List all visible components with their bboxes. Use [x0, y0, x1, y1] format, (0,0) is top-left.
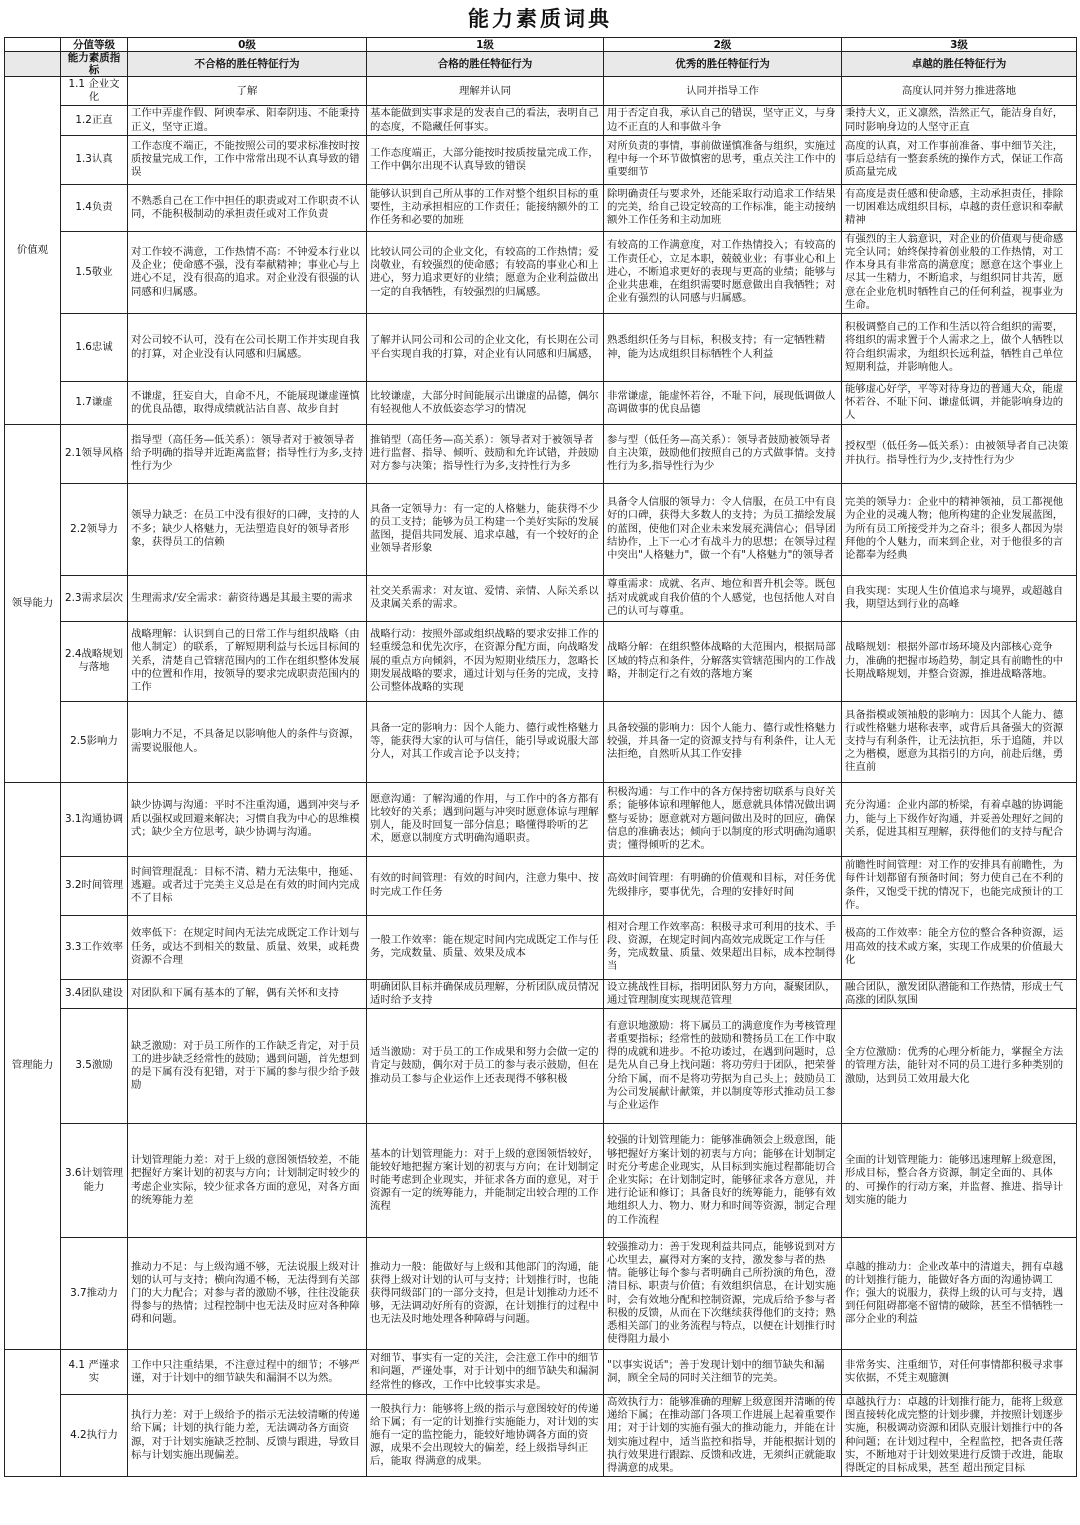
table-row	[5, 621, 1077, 701]
category-cell: 管理能力	[5, 782, 61, 1349]
level-2-cell: 积极沟通：与工作中的各方保持密切联系与良好关系；能够体谅和理解他人，愿意就具体情况做出调整与妥协；愿意就对方题问做出及时的回应，确保信息的准确表达；倾向于以制度的形式明确沟通职责；懂得倾听的艺术。	[604, 782, 842, 856]
indicator-cell: 3.2时间管理	[61, 856, 128, 915]
indicator-cell: 1.6忠诚	[61, 314, 128, 382]
level-0-cell: 效率低下：在规定时间内无法完成既定工作计划与任务，或达不到相关的数量、质量、效果，或耗费资源不合理	[128, 915, 367, 979]
level-0-cell: 影响力不足，不具备足以影响他人的条件与资源，需要说服他人。	[128, 701, 367, 782]
level-1-cell: 战略行动：按照外部或组织战略的要求安排工作的轻重缓急和优先次序，在资源分配方面，向战略发展的重点方向倾斜，不因为短期业绩压力，忽略长期发展战略的要求，通过计划与任务的完成，支持公司整体战略的实现	[367, 621, 604, 701]
header-corner	[5, 38, 61, 52]
level-3-cell: 积极调整自己的工作和生活以符合组织的需要，将组织的需求置于个人需求之上，做个人牺牲以符合组织需求，为组织长远利益，牺牲自己单位短期利益，并影响他人。	[842, 314, 1077, 382]
level-2-cell: 有意识地激励：将下属员工的满意度作为考核管理者重要指标；经常性的鼓励和赞扬员工在工作中取得的成就和进步。不抢功诿过，在遇到问题时，总是先从自己身上找问题：将功劳归于团队，把荣誉分给下属，而不是将功劳据为自己头上；鼓励员工为公司发展献计献策，并以制度等形式推动员工参与企业运作	[604, 1009, 842, 1124]
level-1-cell: 对细节、事实有一定的关注，会注意工作中的细节和问题，严谨处事，对于计划中的细节缺失和漏洞经常性的修改，工作中比较事实求是。	[367, 1350, 604, 1395]
level-3-cell: 全面的计划管理能力：能够迅速理解上级意图，形成目标，整合各方资源，制定全面的、具体的、可操作的行动方案，并监督、推进、指导计划实施的能力	[842, 1124, 1077, 1238]
competency-table	[4, 37, 1077, 1477]
level-2-cell: 熟悉组织任务与目标，积极支持；有一定牺牲精神，能为达成组织目标牺牲个人利益	[604, 314, 842, 382]
level-1-cell: 推动力一般：能做好与上级和其他部门的沟通，能获得上级对计划的认可与支持；计划推行时，也能获得同级部门的一部分支持，但是计划推动力还不够，无法调动好所有的资源，在计划推行的过程中也无法及时地处理各种障碍与问题。	[367, 1238, 604, 1350]
table-row	[5, 106, 1077, 135]
level-0-cell: 指导型（高任务—低关系）：领导者对于被领导者给予明确的指导并近距离监督；指导性行为多,支持性行为少	[128, 424, 367, 483]
header-row-level	[5, 38, 1077, 52]
indicator-cell: 1.3认真	[61, 135, 128, 184]
level-2-cell: 参与型（低任务—高关系）：领导者鼓励被领导者自主决策，鼓励他们按照自己的方式做事情。支持性行为多,指导性行为少	[604, 424, 842, 483]
indicator-cell: 2.1领导风格	[61, 424, 128, 483]
indicator-cell: 1.2正直	[61, 106, 128, 135]
header-level-0: 0级	[128, 38, 367, 52]
level-2-cell: 具备较强的影响力：因个人能力、德行或性格魅力较强，并具备一定的资源支持与有利条件，让人无法拒绝，自然听从其工作安排	[604, 701, 842, 782]
level-3-cell: 卓越的推动力：企业改革中的清道夫，拥有卓越的计划推行能力，能做好各方面的沟通协调工作；强大的说服力，获得上级的认可与支持，遇到任何阻碍都毫不留情的破除，甚至不惜牺牲一部分企业的利益	[842, 1238, 1077, 1350]
level-0-cell: 生理需求/安全需求：薪资待遇是其最主要的需求	[128, 575, 367, 621]
level-2-cell: 尊重需求：成就、名声、地位和晋升机会等。既包括对成就或自我价值的个人感觉，也包括他人对自己的认可与尊重。	[604, 575, 842, 621]
header-behavior-2: 优秀的胜任特征行为	[604, 52, 842, 77]
indicator-cell: 4.2执行力	[61, 1395, 128, 1477]
level-3-cell: 能够虚心好学，平等对待身边的普通大众，能虚怀若谷、不耻下问、谦虚低调，并能影响身边的人	[842, 382, 1077, 425]
level-2-cell: 用于否定自我，承认自己的错误，坚守正义，与身边不正直的人和事做斗争	[604, 106, 842, 135]
level-3-cell: 战略规划：根据外部市场环境及内部核心竞争力，准确的把握市场趋势，制定具有前瞻性的中长期战略规划，并整合资源，推进战略落地。	[842, 621, 1077, 701]
level-3-cell: 授权型（低任务—低关系）：由被领导者自己决策并执行。指导性行为少,支持性行为少	[842, 424, 1077, 483]
table-row	[5, 1350, 1077, 1395]
table-row	[5, 314, 1077, 382]
table-row	[5, 979, 1077, 1008]
indicator-cell: 2.2领导力	[61, 483, 128, 575]
level-3-cell: 有高度是责任感和使命感，主动承担责任，排除一切困难达成组织目标，卓越的责任意识和奉献精神	[842, 184, 1077, 231]
table-row	[5, 1124, 1077, 1238]
category-cell: 价值观	[5, 77, 61, 425]
indicator-cell: 4.1 严谨求实	[61, 1350, 128, 1395]
level-1-cell: 具备一定领导力：有一定的人格魅力，能获得不少的员工支持；能够为员工构建一个美好实际的发展蓝图，提倡共同发展、追求卓越，有一个较好的企业领导者形象	[367, 483, 604, 575]
level-2-cell: 认同并指导工作	[604, 77, 842, 106]
level-1-cell: 比较认同公司的企业文化，有较高的工作热情；爱岗敬业，有较强烈的使命感；有较高的事业心和上进心，努力追求更好的业绩；愿意为企业利益做出一定的自我牺牲，有较强烈的归属感。	[367, 231, 604, 313]
level-0-cell: 缺少协调与沟通：平时不注重沟通，遇到冲突与矛盾以强权或回避来解决；习惯自我为中心的思维模式；缺少全方位思考，缺少协调与沟通。	[128, 782, 367, 856]
level-2-cell: 较强推动力：善于发现利益共同点，能够说到对方心坎里去，赢得对方案的支持，激发参与者的热情。能够让每个参与者明确自己所扮演的角色，澄清目标、职责与价值；有效组织信息，在计划实施时，会有效地分配和控制资源，完成后给予参与者积极的反馈，从而在下次继续获得他们的支持；熟悉相关部门的业务流程与特点，以便在计划推行时使得阻力最小	[604, 1238, 842, 1350]
table-row	[5, 424, 1077, 483]
header-level-label: 分值等级	[61, 38, 128, 52]
level-1-cell: 比较谦虚，大部分时间能展示出谦虚的品德，偶尔有轻视他人不放低姿态学习的情况	[367, 382, 604, 425]
level-2-cell: 相对合理工作效率高：积极寻求可利用的技术、手段、资源，在规定时间内高效完成既定工作与任务，完成数量、质量、效果超出目标，成本控制得当	[604, 915, 842, 979]
level-0-cell: 领导力缺乏：在员工中没有很好的口碑，支持的人不多；缺少人格魅力，无法塑造良好的领导者形象，获得员工的信赖	[128, 483, 367, 575]
level-3-cell: 自我实现：实现人生价值追求与境界，或超越自我，期望达到行业的高峰	[842, 575, 1077, 621]
level-0-cell: 工作中弄虚作假、阿谀奉承、阳奉阴违、不能秉持正义，坚守正道。	[128, 106, 367, 135]
table-row	[5, 782, 1077, 856]
level-2-cell: 高效时间管理：有明确的价值观和目标，对任务优先级排序，要事优先，合理的安排好时间	[604, 856, 842, 915]
header-level-1: 1级	[367, 38, 604, 52]
level-2-cell: 非常谦虚，能虚怀若谷，不耻下问，展现低调做人高调做事的优良品德	[604, 382, 842, 425]
level-0-cell: 不熟悉自己在工作中担任的职责或对工作职责不认同，不能积极制动的承担责任或对工作负责	[128, 184, 367, 231]
level-3-cell: 充分沟通：企业内部的桥梁，有着卓越的协调能力，能与上下级作好沟通，并妥善处理好之间的关系，促进其相互理解，获得他们的支持与配合	[842, 782, 1077, 856]
level-0-cell: 不谦虚，狂妄自大，自命不凡，不能展现谦虚谨慎的优良品德，取得成绩就沾沾自喜、故步自封	[128, 382, 367, 425]
level-3-cell: 完美的领导力：企业中的精神领袖，员工都视他为企业的灵魂人物；他所构建的企业发展蓝图，为所有员工所接受并为之奋斗；很多人都因为崇拜他的个人魅力，而来到企业，对于他很多的言论都奉为经典	[842, 483, 1077, 575]
level-3-cell: 有强烈的主人翁意识，对企业的价值观与使命感完全认同；始终保持着创业般的工作热情，对工作本身具有非常高的满意度；愿意在这个事业上尽其一生精力，不断追求，与组织同甘共苦，愿意在企业危机时牺牲自己的任何利益，视事业为生命。	[842, 231, 1077, 313]
category-cell	[5, 1350, 61, 1477]
level-3-cell: 具备指模或领袖般的影响力：因其个人能力、德行或性格魅力堪称表率，或背后具备强大的资源支持与有利条件，让无法抗拒，乐于追随，并以之为楷模，愿意为其指引的方向，前赴后继，勇往直前	[842, 701, 1077, 782]
indicator-cell: 1.4负责	[61, 184, 128, 231]
level-2-cell: 具备令人信服的领导力：令人信服，在员工中有良好的口碑，获得大多数人的支持；为员工描绘发展的蓝图，使他们对企业未来发展充满信心；倡导团结协作，上下一心才有战斗力的思想；在领导过程中突出"人格魅力"，做一个有"人格魅力"的领导者	[604, 483, 842, 575]
header-behavior-1: 合格的胜任特征行为	[367, 52, 604, 77]
level-2-cell: 高效执行力：能够准确的理解上级意图并清晰的传递给下属；在推动部门各项工作进展上起着重要作用；对于计划的实施有强大的推动能力，并能在计划实施过程中，适当监控和指导，并能根据计划的执行效果进行跟踪、反馈和改进，无须纠正就能取得满意的成果。	[604, 1395, 842, 1477]
indicator-cell: 3.1沟通协调	[61, 782, 128, 856]
level-2-cell: 较强的计划管理能力：能够准确领会上级意图，能够把握好方案计划的初衷与方向；能够在计划制定时充分考虑企业现实，从目标到实施过程都能切合企业实际；在计划制定时，能够征求各方意见，并进行论证和修订；具备良好的统筹能力，能够有效地组织人力、物力、财力和时间等资源，制定合理的工作流程	[604, 1124, 842, 1238]
level-3-cell: 非常务实、注重细节，对任何事情都积极寻求事实依据，不凭主观臆测	[842, 1350, 1077, 1395]
level-3-cell: 前瞻性时间管理：对工作的安排具有前瞻性，为每件计划都留有预备时间；努力使自己在不利的条件，又饱受干扰的情况下，也能完成预计的工作。	[842, 856, 1077, 915]
level-0-cell: 推动力不足：与上级沟通不够，无法说服上级对计划的认可与支持；横向沟通不畅，无法得到有关部门的大力配合；对参与者的激励不够，往往没能获得参与的热情；过程控制中也无法及时应对各种障碍和问题。	[128, 1238, 367, 1350]
table-row	[5, 856, 1077, 915]
table-row	[5, 382, 1077, 425]
category-cell: 领导能力	[5, 424, 61, 782]
indicator-cell: 3.6计划管理能力	[61, 1124, 128, 1238]
indicator-cell: 1.5敬业	[61, 231, 128, 313]
table-body	[5, 38, 1077, 1477]
level-1-cell: 具备一定的影响力：因个人能力、德行或性格魅力等，能获得大家的认可与信任，能引导或说服大部分人，对其工作或言论予以支持；	[367, 701, 604, 782]
level-1-cell: 社交关系需求：对友谊、爱情、亲情、人际关系以及隶属关系的需求。	[367, 575, 604, 621]
level-1-cell: 能够认识到自己所从事的工作对整个组织目标的重要性，主动承担相应的工作责任；能接纳额外的工作任务和必要的加班	[367, 184, 604, 231]
level-1-cell: 理解并认同	[367, 77, 604, 106]
table-row	[5, 135, 1077, 184]
table-row	[5, 184, 1077, 231]
level-0-cell: 对公司较不认可，没有在公司长期工作并实现自我的打算，对企业没有认同感和归属感。	[128, 314, 367, 382]
level-1-cell: 推销型（高任务—高关系）：领导者对于被领导者进行监督、指导、倾听、鼓励和允许试错，并鼓励对方参与决策；指导性行为多,支持性行为多	[367, 424, 604, 483]
table-row	[5, 231, 1077, 313]
indicator-cell: 3.4团队建设	[61, 979, 128, 1008]
indicator-cell: 3.7推动力	[61, 1238, 128, 1350]
level-1-cell: 有效的时间管理：有效的时间内，注意力集中、按时完成工作任务	[367, 856, 604, 915]
level-1-cell: 工作态度端正，大部分能按时按质按量完成工作，工作中偶尔出现不认真导致的错误	[367, 135, 604, 184]
header-behavior-3: 卓越的胜任特征行为	[842, 52, 1077, 77]
level-1-cell: 了解并认同公司和公司的企业文化，有长期在公司平台实现自我的打算，对企业有认同感和归属感，	[367, 314, 604, 382]
level-1-cell: 基本的计划管理能力：对于上级的意图领悟较好，能较好地把握方案计划的初衷与方向；在计划制定时能考虑到企业现实，并征求各方面的意见，对于资源有一定的统筹能力，并能制定出较合理的工作流程	[367, 1124, 604, 1238]
level-0-cell: 了解	[128, 77, 367, 106]
table-row	[5, 1009, 1077, 1124]
indicator-cell: 2.4战略规划与落地	[61, 621, 128, 701]
level-0-cell: 缺乏激励：对于员工所作的工作缺乏肯定，对于员工的进步缺乏经常性的鼓励；遇到问题，首先想到的是下属有没有犯错，对于下属的参与很少给予鼓励	[128, 1009, 367, 1124]
level-2-cell: 除明确责任与要求外，还能采取行动追求工作结果的完美，给自己设定较高的工作标准，能主动接纳额外工作任务和主动加班	[604, 184, 842, 231]
table-row	[5, 483, 1077, 575]
level-3-cell: 秉持大义，正义凛然，浩然正气，能洁身自好，同时影响身边的人坚守正直	[842, 106, 1077, 135]
header-row-behavior	[5, 52, 1077, 77]
level-2-cell: 战略分解：在组织整体战略的大范围内，根据局部区域的特点和条件，分解落实管辖范围内的工作战略，并制定行之有效的落地方案	[604, 621, 842, 701]
level-2-cell: 对所负责的事情，事前做谨慎准备与组织，实施过程中每一个环节做慎密的思考，重点关注工作中的重要细节	[604, 135, 842, 184]
level-0-cell: 工作态度不端正，不能按照公司的要求标准按时按质按量完成工作，工作中常常出现不认真导致的错误	[128, 135, 367, 184]
header-indicator-label: 能力素质指标	[61, 52, 128, 77]
table-row	[5, 701, 1077, 782]
level-1-cell: 明确团队目标并确保成员理解，分析团队成员情况适时给予支持	[367, 979, 604, 1008]
level-3-cell: 融合团队，激发团队潜能和工作热情，形成士气高涨的团队氛围	[842, 979, 1077, 1008]
header-level-2: 2级	[604, 38, 842, 52]
level-2-cell: 有较高的工作满意度，对工作热情投入；有较高的工作责任心，立足本职，兢兢业业；有事业心和上进心，不断追求更好的表现与更高的业绩；能够与企业共患难，在组织需要时愿意做出自我牺牲；对企业有强烈的认同感与归属感。	[604, 231, 842, 313]
indicator-cell: 3.3工作效率	[61, 915, 128, 979]
indicator-cell: 1.7谦虚	[61, 382, 128, 425]
level-1-cell: 适当激励：对于员工的工作成果和努力会做一定的肯定与鼓励，偶尔对于员工的参与表示鼓励，但在推动员工参与企业运作上还表现得不够积极	[367, 1009, 604, 1124]
indicator-cell: 3.5激励	[61, 1009, 128, 1124]
level-2-cell: 设立挑战性目标，指明团队努力方向，凝聚团队，通过管理制度实现规范管理	[604, 979, 842, 1008]
level-1-cell: 基本能做到实事求是的发表自己的看法，表明自己的态度，不隐藏任何事实。	[367, 106, 604, 135]
header-corner-2	[5, 52, 61, 77]
level-0-cell: 执行力差：对于上级给予的指示无法较清晰的传递给下属；计划的执行能力差，无法调动各方面资源，对于计划实施缺乏控制、反馈与跟进，导致目标与计划实施出现偏差。	[128, 1395, 367, 1477]
table-row	[5, 1395, 1077, 1477]
level-0-cell: 对工作较不满意，工作热情不高：不钟爱本行业以及企业；使命感不强，没有奉献精神；事业心与上进心不足，没有很高的追求。对企业没有很强的认同感和归属感。	[128, 231, 367, 313]
level-0-cell: 战略理解：认识到自己的日常工作与组织战略（由他人制定）的联系，了解短期利益与长远目标间的关系，清楚自己管辖范围内的工作在组织整体发展中的位置和作用，按领导的要求完成职责范围内的工作	[128, 621, 367, 701]
level-3-cell: 全方位激励：优秀的心理分析能力，掌握全方法的管理方法，能针对不同的员工进行多种类别的激励，达到员工效用最大化	[842, 1009, 1077, 1124]
level-0-cell: 对团队和下属有基本的了解，偶有关怀和支持	[128, 979, 367, 1008]
indicator-cell: 2.5影响力	[61, 701, 128, 782]
level-0-cell: 工作中只注重结果，不注意过程中的细节；不够严谨，对于计划中的细节缺失和漏洞不以为然。	[128, 1350, 367, 1395]
level-2-cell: "以事实说话"；善于发现计划中的细节缺失和漏洞，顾全全局的同时关注细节的完美。	[604, 1350, 842, 1395]
level-1-cell: 一般执行力：能够将上级的指示与意图较好的传递给下属；有一定的计划推行实施能力，对计划的实施有一定的监控能力，能较好地协调各方面的资源，成果不会出现较大的偏差，经上级指导纠正后，能取 得满意的成果。	[367, 1395, 604, 1477]
indicator-cell: 1.1 企业文化	[61, 77, 128, 106]
level-3-cell: 高度的认真，对工作事前准备、事中细节关注，事后总结有一整套系统的操作方式，保证工作高质高量完成	[842, 135, 1077, 184]
table-row	[5, 575, 1077, 621]
table-row	[5, 915, 1077, 979]
level-0-cell: 时间管理混乱：目标不清、精力无法集中，拖延、逃避。或者过于完美主义总是在有效的时间内完成不了目标	[128, 856, 367, 915]
page-title: 能力素质词典	[468, 6, 612, 31]
level-3-cell: 卓越执行力：卓越的计划推行能力，能将上级意图直接转化成完整的计划步骤，并按照计划逐步实施，积极调动资源和团队克服计划推行中的各种问题；在计划过程中，全程监控，把各责任落实，不断地对于计划效果进行反馈于改进，能取得既定的目标成果，甚至 超出预定目标	[842, 1395, 1077, 1477]
indicator-cell: 2.3需求层次	[61, 575, 128, 621]
level-3-cell: 高度认同并努力推进落地	[842, 77, 1077, 106]
level-3-cell: 极高的工作效率：能全方位的整合各种资源，运用高效的技术或方案，实现工作成果的价值最大化	[842, 915, 1077, 979]
level-1-cell: 一般工作效率：能在规定时间内完成既定工作与任务，完成数量、质量、效果及成本	[367, 915, 604, 979]
level-1-cell: 愿意沟通：了解沟通的作用，与工作中的各方都有比较好的关系；遇到问题与冲突时愿意体谅与理解别人，能及时回复一部分信息；略懂得聆听的艺术，愿意以制度方式明确沟通职责。	[367, 782, 604, 856]
header-behavior-0: 不合格的胜任特征行为	[128, 52, 367, 77]
header-level-3: 3级	[842, 38, 1077, 52]
level-0-cell: 计划管理能力差：对于上级的意图领悟较差，不能把握好方案计划的初衷与方向；计划制定时较少的考虑企业实际，较少征求各方面的意见，对各方面的统筹能力差	[128, 1124, 367, 1238]
table-row	[5, 77, 1077, 106]
table-row	[5, 1238, 1077, 1350]
